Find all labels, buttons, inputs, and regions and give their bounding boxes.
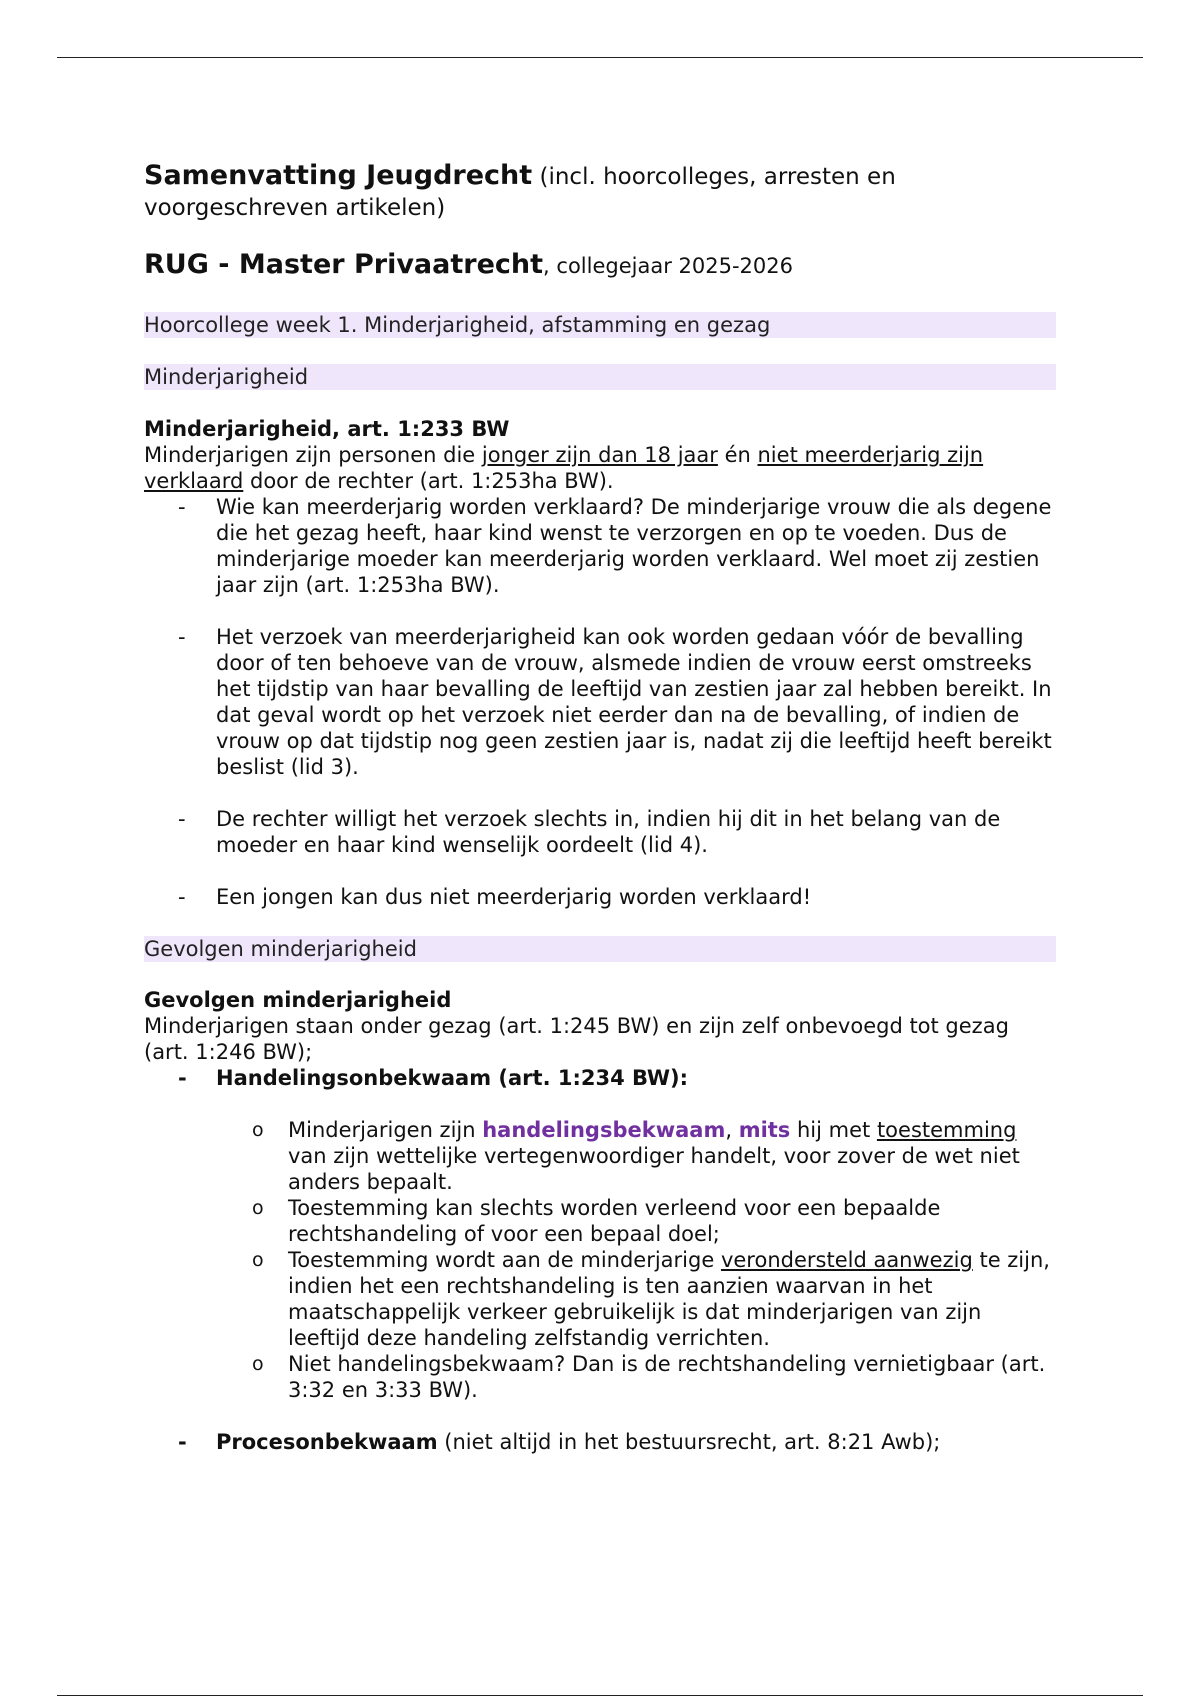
dash-marker: - (178, 885, 186, 909)
list-item (144, 494, 1056, 598)
title-subtitle: (incl. hoorcolleges, arresten en voorgeschreven artikelen) (144, 164, 896, 221)
highlight-handelingsbekwaam: handelingsbekwaam (482, 1118, 726, 1142)
dash-marker: - (178, 1066, 187, 1090)
course-name: RUG - Master Privaatrecht (144, 249, 544, 280)
title-main: Samenvatting Jeugdrecht (144, 160, 533, 191)
list-item (144, 884, 1056, 910)
list-item-procesonbekwaam (144, 1429, 1056, 1455)
dash-marker: - (178, 495, 186, 519)
section-gevolgen-heading: Gevolgen minderjarigheid (144, 936, 1056, 962)
minderjarigheid-bullets (144, 494, 1056, 910)
section-week-heading: Hoorcollege week 1. Minderjarigheid, afstamming en gezag (144, 312, 1056, 338)
footer-rule (57, 1695, 1143, 1696)
highlight-mits: mits (738, 1118, 791, 1142)
intro-text: door de rechter (art. 1:253ha BW). (243, 469, 614, 493)
intro-underline-declared: niet meerderjarig zijn verklaard (144, 443, 984, 493)
list-item-text: Het verzoek van meerderjarigheid kan ook worden gedaan vóór de bevalling door of ten behoeve van de vrouw, alsmede indien de vrouw eerst omstreeks het tijdstip van haar bevalling de leeftijd van zestien jaar zal hebben bereikt. In dat geval wordt op het verzoek niet eerder dan na de bevalling, of indien de vrouw op dat tijdstip nog geen zestien jaar is, nadat zij die leeftijd heeft bereikt beslist (lid 3). (216, 625, 1052, 779)
underline-verondersteld: verondersteld aanwezig (720, 1248, 973, 1272)
minderjarigheid-heading: Minderjarigheid, art. 1:233 BW (144, 417, 510, 441)
sub-text: Toestemming wordt aan de minderjarige (288, 1248, 721, 1272)
dash-marker: - (178, 1430, 187, 1454)
gevolgen-heading: Gevolgen minderjarigheid (144, 988, 452, 1012)
course-line (144, 248, 1056, 285)
course-year: , collegejaar 2025-2026 (543, 254, 793, 278)
sub-text: Toestemming kan slechts worden verleend voor een bepaalde rechtshandeling of voor een bepaal doel; (288, 1196, 941, 1246)
gevolgen-bullets (144, 1065, 1056, 1455)
sub-list-item (216, 1117, 1056, 1195)
gevolgen-intro: Minderjarigen staan onder gezag (art. 1:245 BW) en zijn zelf onbevoegd tot gezag (art. 1:246 BW); (144, 1014, 1009, 1064)
list-item-text: Wie kan meerderjarig worden verklaard? De minderjarige vrouw die als degene die het gezag heeft, haar kind wenst te verzorgen en op te voeden. Dus de minderjarige moeder kan meerderjarig worden verklaard. Wel moet zij zestien jaar zijn (art. 1:253ha BW). (216, 495, 1052, 597)
intro-text: Minderjarigen zijn personen die (144, 443, 482, 467)
header-rule (57, 57, 1143, 58)
circle-marker: o (252, 1197, 264, 1219)
dash-marker: - (178, 807, 186, 831)
sub-text: van zijn wettelijke vertegenwoordiger handelt, voor zover de wet niet anders bepaalt. (288, 1144, 1020, 1194)
handelingsonbekwaam-label: Handelingsonbekwaam (art. 1:234 BW): (216, 1066, 689, 1090)
list-item-text: Een jongen kan dus niet meerderjarig worden verklaard! (216, 885, 812, 909)
sub-text: , (725, 1118, 739, 1142)
intro-text: én (717, 443, 758, 467)
sub-list-item (216, 1351, 1056, 1403)
list-item-handelingsonbekwaam (144, 1065, 1056, 1403)
section-minderjarigheid-heading: Minderjarigheid (144, 364, 1056, 390)
list-item (144, 624, 1056, 780)
document-body (144, 160, 1056, 1455)
minderjarigheid-intro (144, 442, 1056, 494)
circle-marker: o (252, 1119, 264, 1141)
list-item-text: De rechter willigt het verzoek slechts in, indien hij dit in het belang van de moeder en haar kind wenselijk oordeelt (lid 4). (216, 807, 1001, 857)
underline-toestemming: toestemming (876, 1118, 1017, 1142)
sub-list-item (216, 1195, 1056, 1247)
sub-text: hij met (790, 1118, 877, 1142)
procesonbekwaam-label: Procesonbekwaam (216, 1430, 438, 1454)
sub-text: Minderjarigen zijn (288, 1118, 483, 1142)
document-title (144, 160, 1056, 224)
intro-underline-age: jonger zijn dan 18 jaar (481, 443, 718, 467)
list-item (144, 806, 1056, 858)
circle-marker: o (252, 1353, 264, 1375)
sub-text: te zijn, indien het een rechtshandeling is ten aanzien waarvan in het maatschappelijk verkeer gebruikelijk is dat minderjarigen van zijn leeftijd deze handeling zelfstandig verrichten. (288, 1248, 1050, 1350)
circle-marker: o (252, 1249, 264, 1271)
procesonbekwaam-text: (niet altijd in het bestuursrecht, art. 8:21 Awb); (437, 1430, 941, 1454)
handelingsonbekwaam-sublist (216, 1117, 1056, 1403)
dash-marker: - (178, 625, 186, 649)
sub-text: Niet handelingsbekwaam? Dan is de rechtshandeling vernietigbaar (art. 3:32 en 3:33 BW). (288, 1352, 1046, 1402)
sub-list-item (216, 1247, 1056, 1351)
